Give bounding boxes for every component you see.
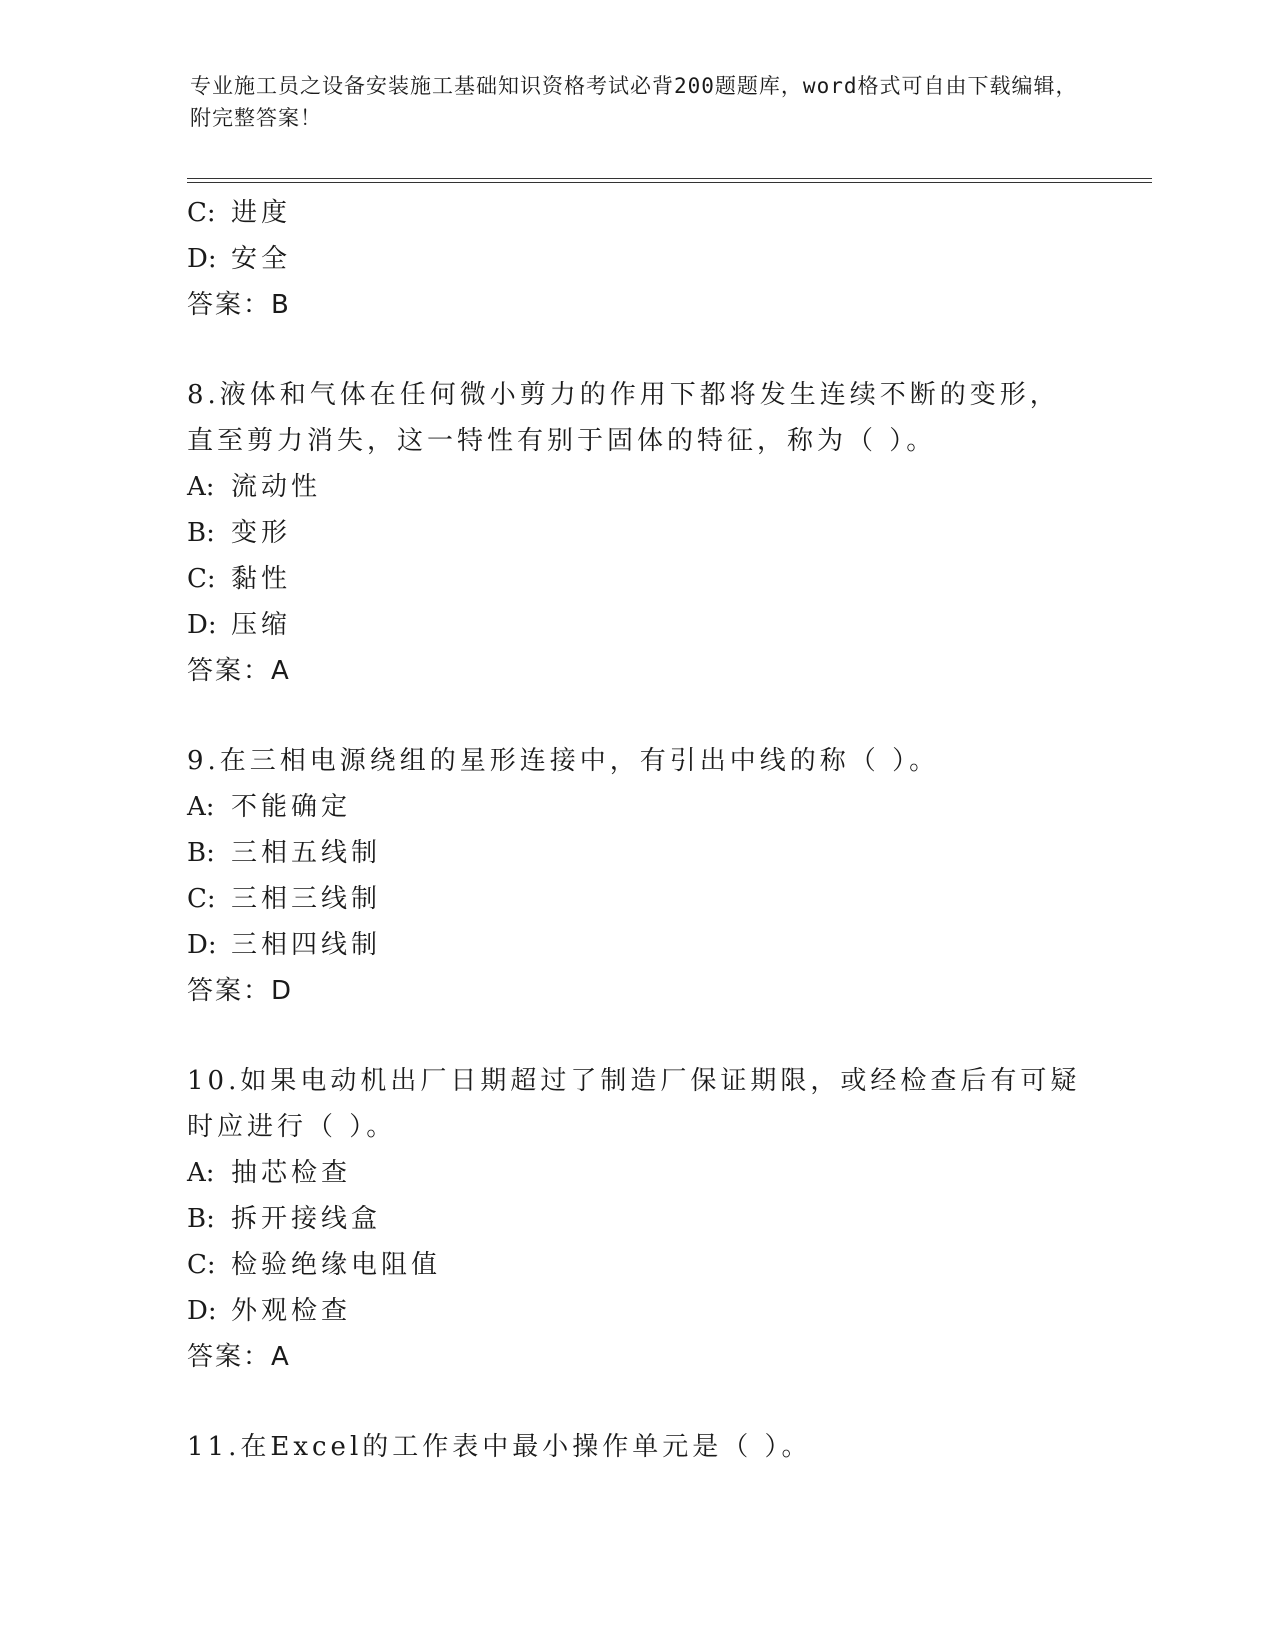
option-key: A: <box>187 792 215 822</box>
option-c <box>187 1242 1087 1288</box>
document-header: 专业施工员之设备安装施工基础知识资格考试必背200题题库，word格式可自由下载编辑，附完整答案！ <box>190 74 1078 130</box>
option-text: 流动性 <box>231 472 322 502</box>
option-key: A: <box>187 472 215 502</box>
option-key: C: <box>187 1250 216 1280</box>
option-text: 外观检查 <box>231 1296 352 1326</box>
option-key: C: <box>187 884 216 914</box>
option-b <box>187 510 1087 556</box>
option-text: 抽芯检查 <box>231 1158 352 1188</box>
option-text: 拆开接线盒 <box>231 1204 382 1234</box>
option-d <box>187 236 1087 282</box>
option-text: 三相四线制 <box>231 930 382 960</box>
option-b <box>187 830 1087 876</box>
question-content <box>187 190 1087 1470</box>
option-text: 压缩 <box>231 610 292 640</box>
option-key: B: <box>187 1204 215 1234</box>
option-c <box>187 190 1087 236</box>
option-text: 变形 <box>231 518 292 548</box>
answer-line: 答案：A <box>187 656 291 686</box>
option-a <box>187 464 1087 510</box>
question-stem: 11.在Excel的工作表中最小操作单元是（ ）。 <box>187 1432 812 1462</box>
option-c <box>187 876 1087 922</box>
option-key: B: <box>187 838 215 868</box>
option-c <box>187 556 1087 602</box>
option-a <box>187 1150 1087 1196</box>
header-divider <box>187 178 1152 183</box>
option-d <box>187 602 1087 648</box>
option-key: A: <box>187 1158 215 1188</box>
option-text: 黏性 <box>231 564 292 594</box>
option-d <box>187 922 1087 968</box>
option-text: 进度 <box>231 198 292 228</box>
option-text: 三相五线制 <box>231 838 382 868</box>
option-text: 三相三线制 <box>231 884 382 914</box>
option-text: 安全 <box>231 244 292 274</box>
option-text: 检验绝缘电阻值 <box>231 1250 442 1280</box>
option-a <box>187 784 1087 830</box>
answer-line: 答案：B <box>187 290 291 320</box>
question-stem: 8.液体和气体在任何微小剪力的作用下都将发生连续不断的变形，直至剪力消失，这一特性有别于固体的特征，称为（ ）。 <box>187 380 1060 456</box>
question-stem: 10.如果电动机出厂日期超过了制造厂保证期限，或经检查后有可疑时应进行（ ）。 <box>187 1066 1081 1142</box>
option-key: D: <box>187 244 217 274</box>
option-key: D: <box>187 610 217 640</box>
option-key: D: <box>187 930 217 960</box>
option-b <box>187 1196 1087 1242</box>
answer-line: 答案：A <box>187 1342 291 1372</box>
option-text: 不能确定 <box>231 792 352 822</box>
option-key: C: <box>187 564 216 594</box>
option-key: B: <box>187 518 215 548</box>
question-stem: 9.在三相电源绕组的星形连接中，有引出中线的称（ ）。 <box>187 746 940 776</box>
option-d <box>187 1288 1087 1334</box>
option-key: D: <box>187 1296 217 1326</box>
option-key: C: <box>187 198 216 228</box>
answer-line: 答案：D <box>187 976 294 1006</box>
